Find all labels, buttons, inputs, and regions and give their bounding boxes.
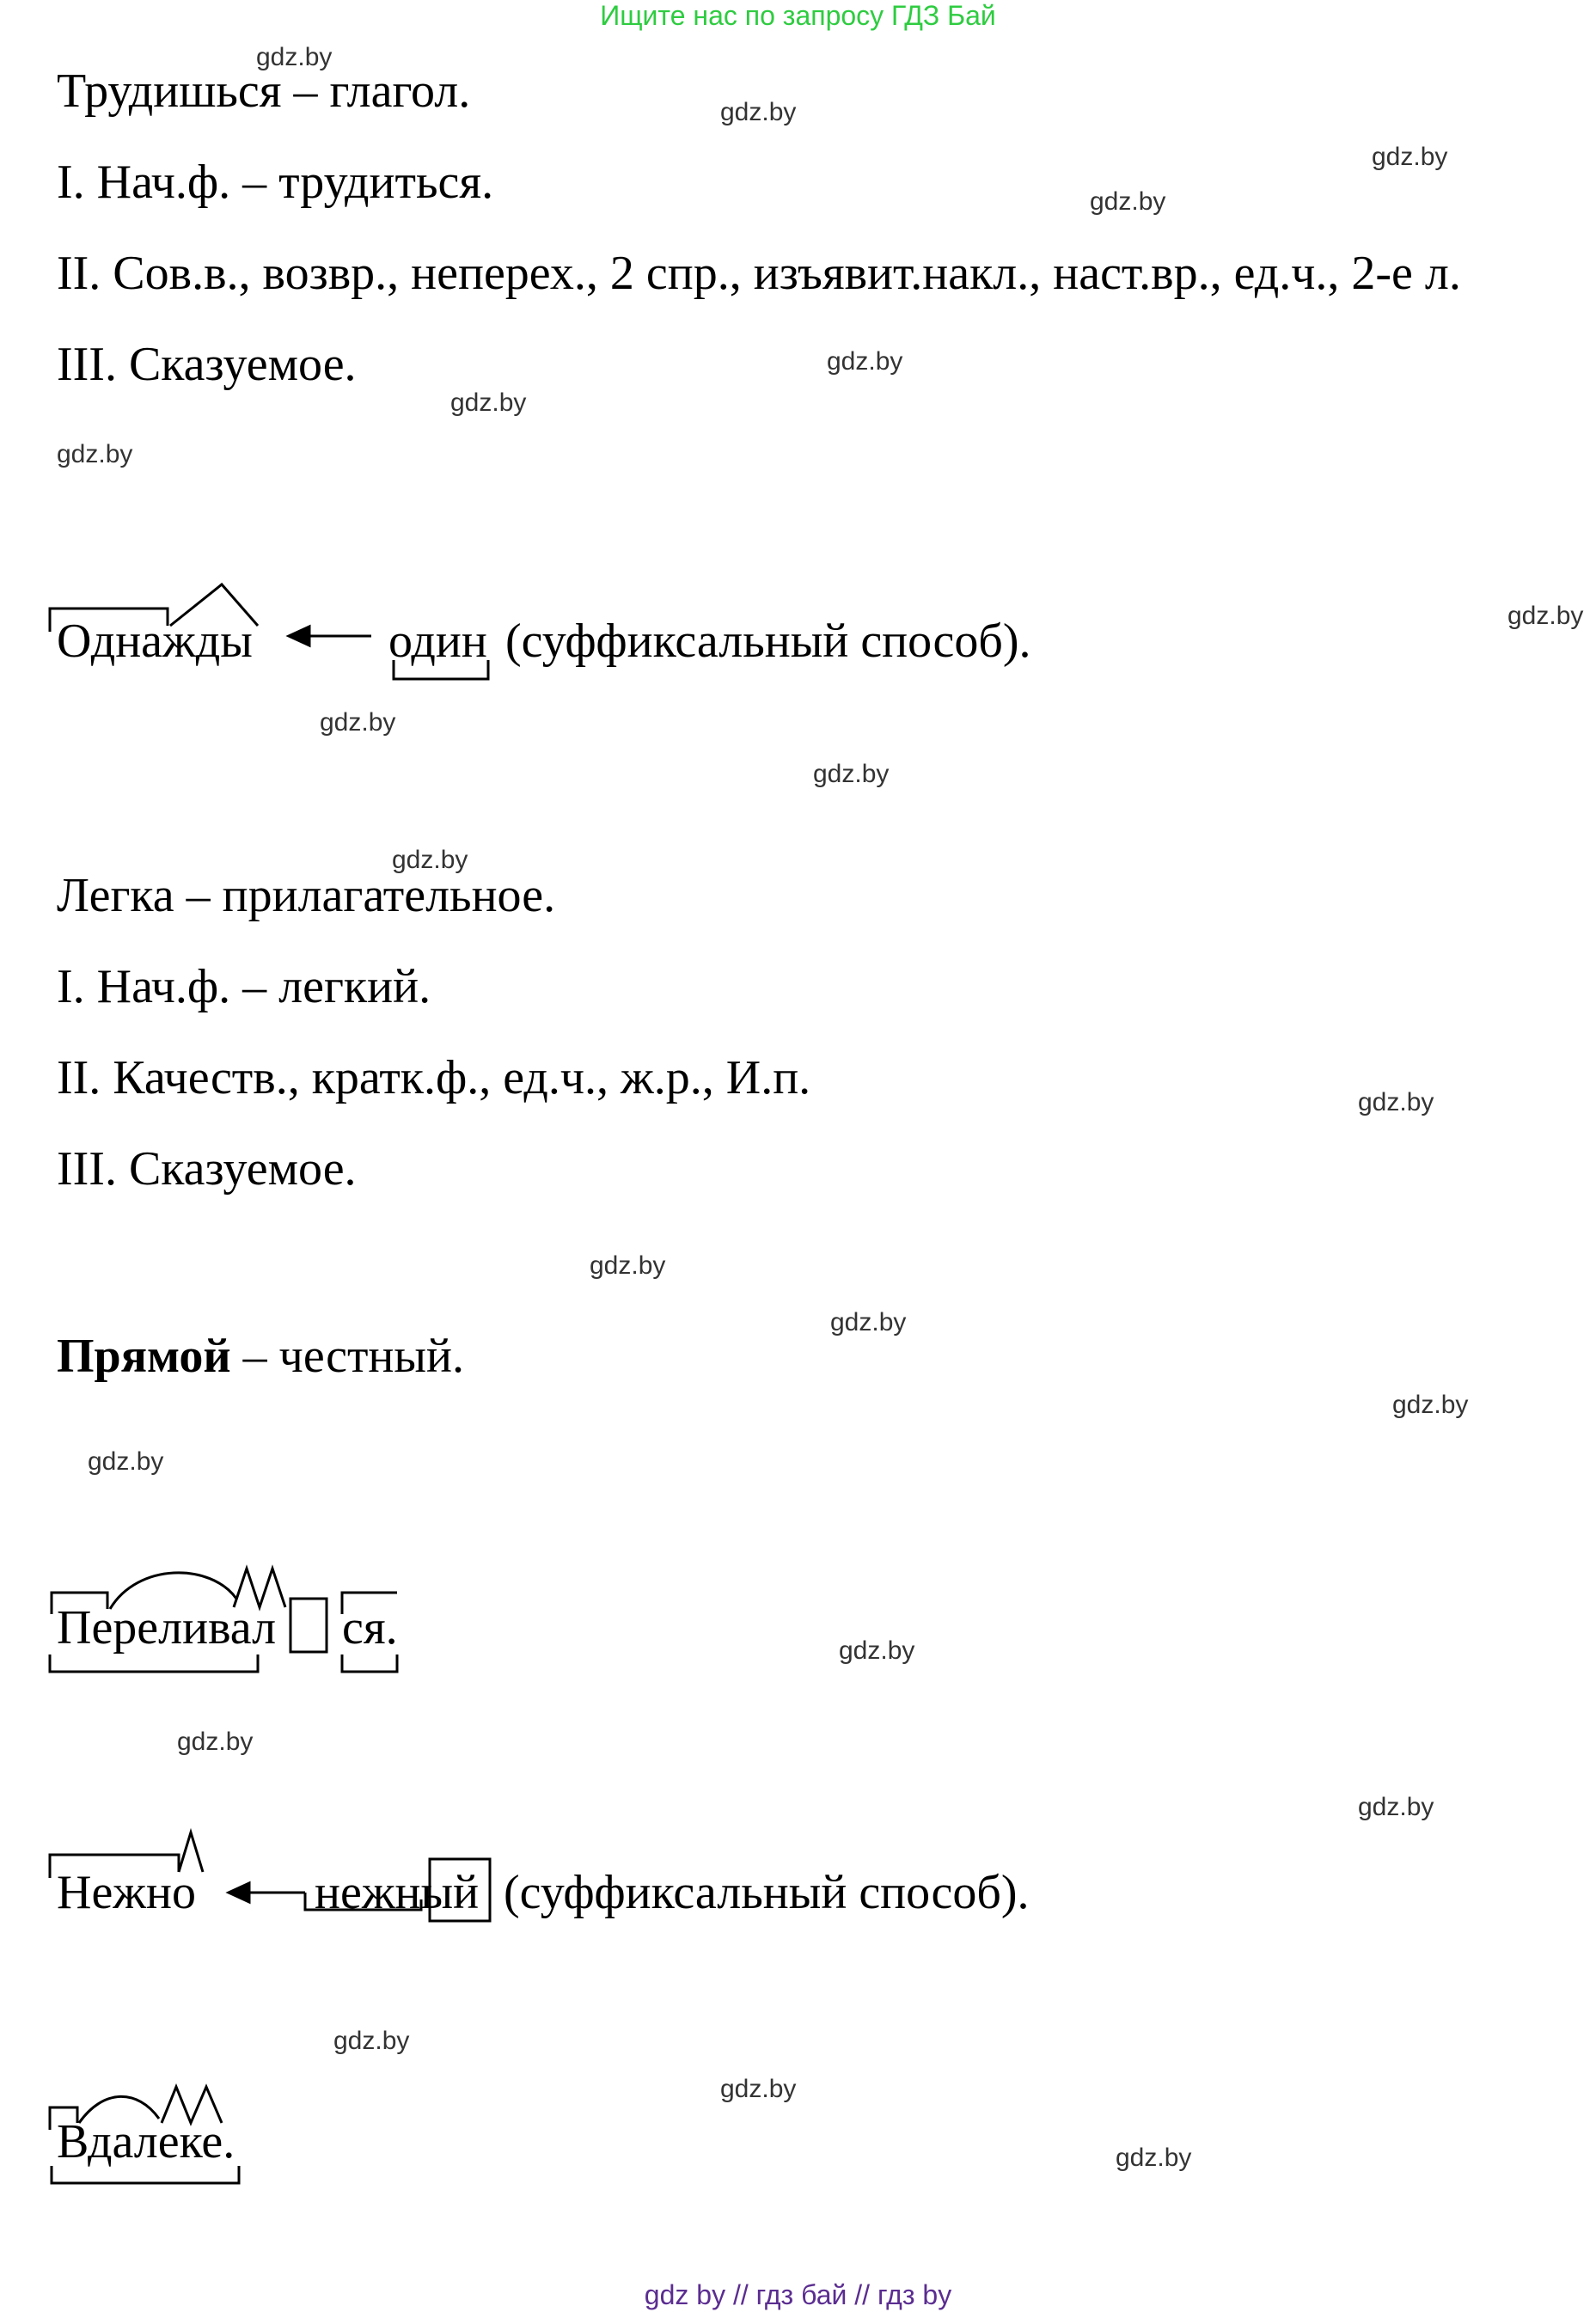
synonym-rest: – честный. [242, 1330, 464, 1383]
block1-line2: II. Сов.в., возвр., неперех., 2 спр., изъявит.накл., наст.вр., ед.ч., 2-е л. [57, 247, 1461, 300]
watermark: gdz.by [1372, 143, 1448, 171]
word3-note: (суффиксальный способ). [504, 1866, 1030, 1919]
word4-word: Вдалеке. [57, 2115, 235, 2168]
top-banner: Ищите нас по запросу ГДЗ Бай [600, 0, 996, 31]
block1-line3: III. Сказуемое. [57, 338, 357, 391]
synonym-word: Прямой [57, 1330, 231, 1383]
watermark: gdz.by [450, 388, 527, 417]
watermark: gdz.by [1090, 187, 1166, 216]
watermark: gdz.by [88, 1447, 164, 1476]
block2-line3: III. Сказуемое. [57, 1142, 357, 1196]
word3-word: Нежно [57, 1866, 196, 1919]
word1-word: Однажды [57, 615, 253, 668]
watermark: gdz.by [590, 1251, 666, 1280]
watermark: gdz.by [1507, 602, 1584, 630]
watermark: gdz.by [720, 2075, 797, 2103]
watermark: gdz.by [1358, 1088, 1434, 1116]
watermark: gdz.by [830, 1308, 907, 1336]
word1-note: (суффиксальный способ). [505, 615, 1031, 668]
block1-line1: I. Нач.ф. – трудиться. [57, 156, 494, 209]
block2-line2: II. Качеств., кратк.ф., ед.ч., ж.р., И.п. [57, 1051, 811, 1104]
word3-source: нежный [315, 1866, 480, 1919]
watermark: gdz.by [1392, 1391, 1469, 1419]
footer-links: gdz by // гдз бай // гдз by [644, 2279, 952, 2310]
block2-line1: I. Нач.ф. – легкий. [57, 960, 431, 1013]
block1-title: Трудишься – глагол. [57, 64, 471, 118]
watermark: gdz.by [392, 846, 468, 874]
watermark: gdz.by [57, 440, 133, 468]
watermark: gdz.by [720, 98, 797, 126]
word2-postfix: ся. [342, 1601, 398, 1654]
watermark: gdz.by [256, 43, 333, 71]
block2-title: Легка – прилагательное. [57, 869, 556, 922]
watermark: gdz.by [1116, 2144, 1192, 2172]
watermark: gdz.by [813, 760, 890, 788]
watermark: gdz.by [827, 347, 903, 376]
watermark: gdz.by [839, 1636, 915, 1665]
word2-stem: Переливал [57, 1601, 277, 1654]
watermark: gdz.by [320, 708, 396, 737]
watermark: gdz.by [333, 2027, 410, 2055]
watermark: gdz.by [177, 1728, 254, 1756]
watermark: gdz.by [1358, 1793, 1434, 1821]
word1-source: один [388, 615, 487, 668]
